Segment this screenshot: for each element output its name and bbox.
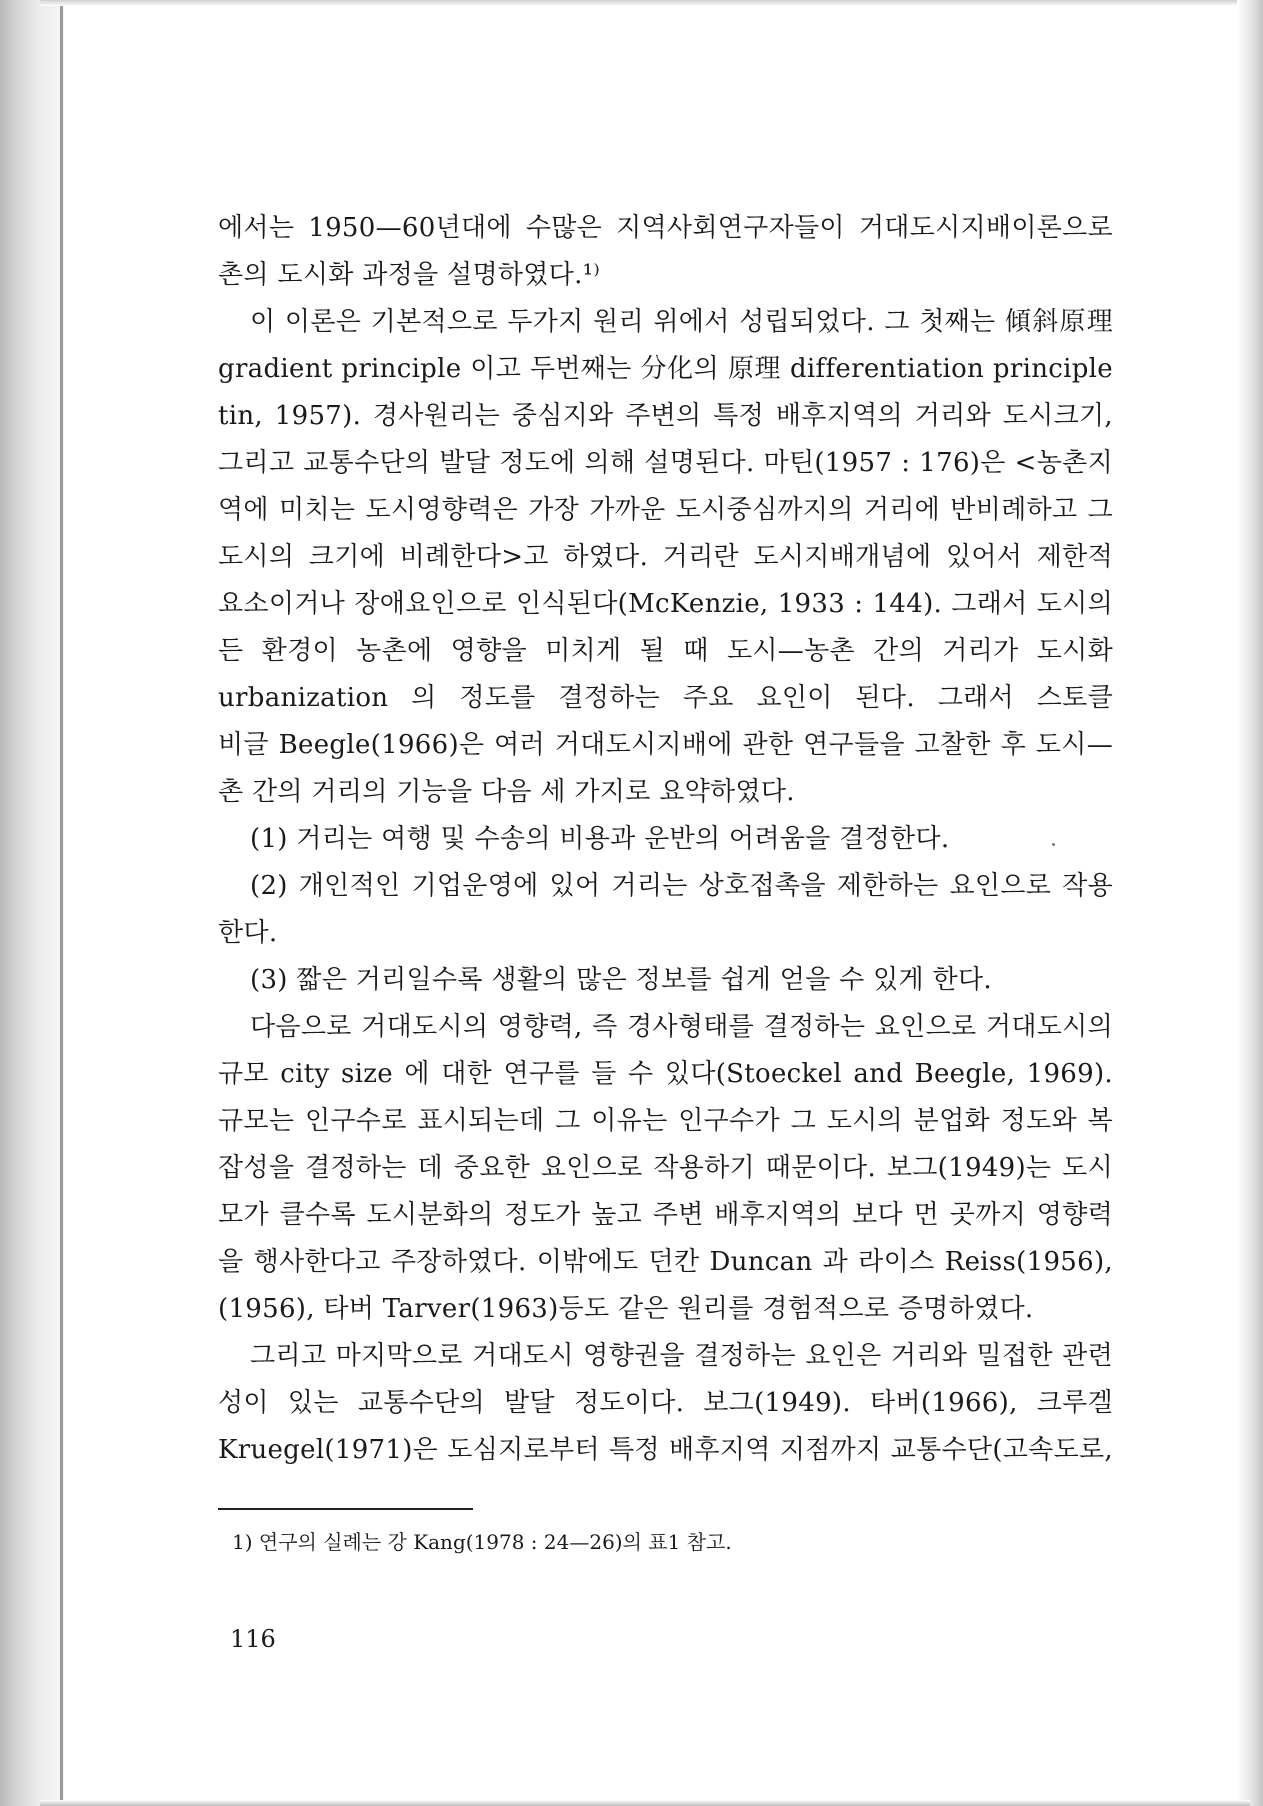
body-line: 한다. (218, 918, 278, 948)
body-line: 그리고 마지막으로 거대도시 영향권을 결정하는 요인은 거리와 밀접한 관련 (250, 1341, 1113, 1371)
footnote-rule (218, 1508, 473, 1510)
body-line: 역에 미치는 도시영향력은 가장 가까운 도시중심까지의 거리에 반비례하고 그 (218, 495, 1113, 525)
body-line: 이 이론은 기본적으로 두가지 원리 위에서 성립되었다. 그 첫째는 傾斜原理 (250, 307, 1113, 337)
footnote: 1) 연구의 실례는 강 Kang(1978 : 24—26)의 표1 참고. (232, 1530, 732, 1554)
body-line: 도시의 크기에 비례한다>고 하였다. 거리란 도시지배개념에 있어서 제한적 (218, 542, 1113, 572)
body-line: 성이 있는 교통수단의 발달 정도이다. 보그(1949). 타버(1966), 크루겔 (218, 1388, 1113, 1418)
body-line: Kruegel(1971)은 도심지로부터 특정 배후지역 지점까지 교통수단(고속도로, (218, 1435, 1113, 1465)
body-line: 든 환경이 농촌에 영향을 미치게 될 때 도시—농촌 간의 거리가 도시화 (218, 636, 1113, 666)
body-line: 에서는 1950—60년대에 수많은 지역사회연구자들이 거대도시지배이론으로 (218, 213, 1113, 243)
body-line: 을 행사한다고 주장하였다. 이밖에도 던칸 Duncan 과 라이스 Reiss(1956), (218, 1247, 1113, 1277)
body-line: 촌 간의 거리의 기능을 다음 세 가지로 요약하였다. (218, 777, 795, 807)
body-line: 촌의 도시화 과정을 설명하였다.¹⁾ (218, 260, 601, 290)
body-line: 규모는 인구수로 표시되는데 그 이유는 인구수가 그 도시의 분업화 정도와 복 (218, 1106, 1113, 1136)
body-line: (2) 개인적인 기업운영에 있어 거리는 상호접촉을 제한하는 요인으로 작용 (250, 871, 1113, 901)
page-number: 116 (230, 1625, 276, 1653)
page-top-edge (40, 0, 1240, 6)
page-bottom-edge (40, 1800, 1250, 1806)
body-line: 규모 city size 에 대한 연구를 들 수 있다(Stoeckel and Beegle, 1969). (218, 1059, 1113, 1089)
page-body-text (218, 205, 1113, 1474)
body-line: (1956), 타버 Tarver(1963)등도 같은 원리를 경험적으로 증명하였다. (218, 1294, 1034, 1324)
body-line: 잡성을 결정하는 데 중요한 요인으로 작용하기 때문이다. 보그(1949)는 도시 (218, 1153, 1113, 1183)
body-line: gradient principle 이고 두번째는 分化의 原理 differentiation principle (218, 354, 1113, 384)
page-right-edge (1237, 0, 1263, 1806)
body-line: 모가 클수록 도시분화의 정도가 높고 주변 배후지역의 보다 먼 곳까지 영향력 (218, 1200, 1113, 1230)
body-line: 다음으로 거대도시의 영향력, 즉 경사형태를 결정하는 요인으로 거대도시의 (250, 1012, 1113, 1042)
scan-speck (1052, 843, 1055, 846)
body-line: (1) 거리는 여행 및 수송의 비용과 운반의 어려움을 결정한다. (250, 824, 950, 854)
body-line: 요소이거나 장애요인으로 인식된다(McKenzie, 1933 : 144). 그래서 도시의 (218, 589, 1113, 619)
body-line: (3) 짧은 거리일수록 생활의 많은 정보를 쉽게 얻을 수 있게 한다. (250, 965, 992, 995)
body-line: urbanization 의 정도를 결정하는 주요 요인이 된다. 그래서 스토클 (218, 683, 1113, 713)
body-line: 그리고 교통수단의 발달 정도에 의해 설명된다. 마틴(1957 : 176)은 <농촌지 (218, 448, 1113, 478)
spine-edge (60, 0, 63, 1806)
body-line: tin, 1957). 경사원리는 중심지와 주변의 특정 배후지역의 거리와 도시크기, (218, 401, 1113, 431)
book-spine (0, 0, 64, 1806)
body-line: 비글 Beegle(1966)은 여러 거대도시지배에 관한 연구들을 고찰한 후 도시— (218, 730, 1113, 760)
